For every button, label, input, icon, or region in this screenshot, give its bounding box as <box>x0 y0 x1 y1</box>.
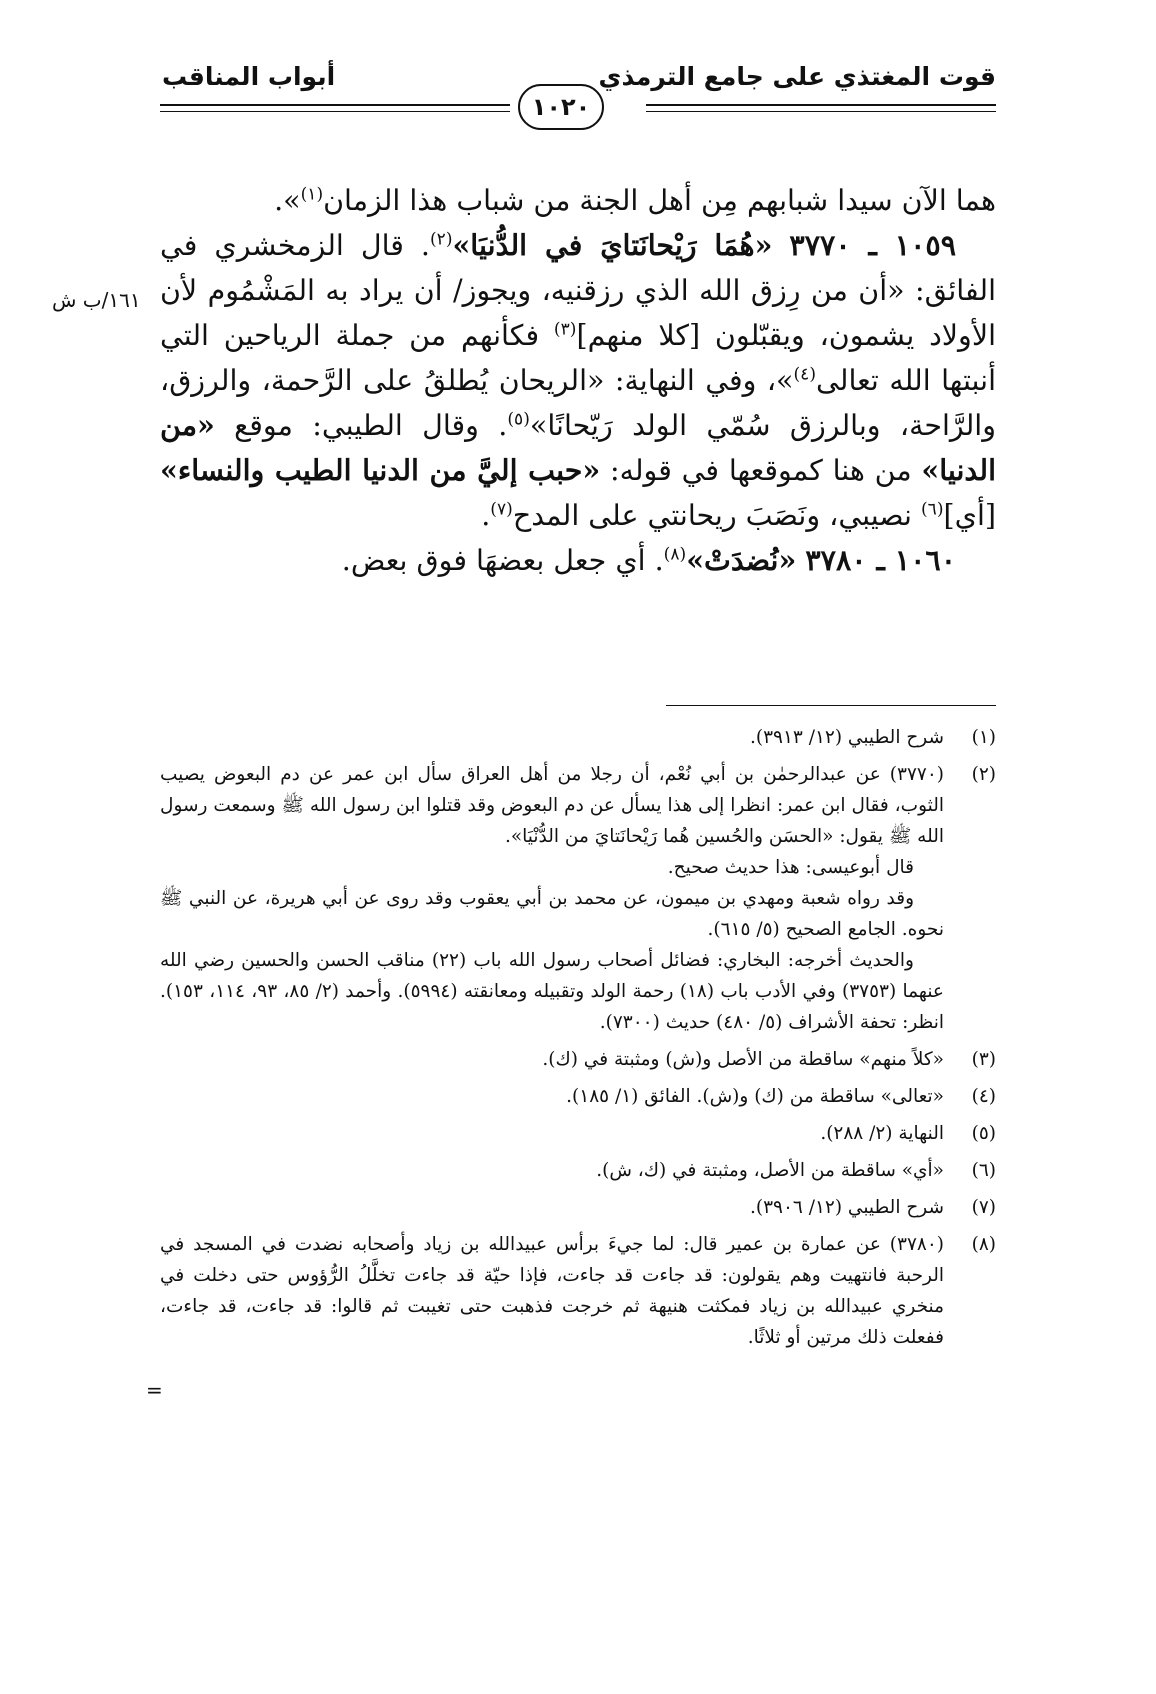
footnote: (٤) «تعالى» ساقطة من (ك) و(ش). الفائق (١/ ١٨٥). <box>566 1086 996 1107</box>
hadith-number: ١٠٦٠ ـ ٣٧٨٠ <box>805 543 956 577</box>
footnote: (٢) (٣٧٧٠) عن عبدالرحمٰن بن أبي نُعْم، أن رجلا من أهل العراق سأل ابن عمر عن دم البعوض يصيب الثوب، فقال ابن عمر: انظرا إلى هذا يسأل عن دم البعوض وقد قتلوا ابن رسول الله ﷺ وسمعت رسول الله ﷺ يقول: «الحسَن والحُسين هُما رَيْحانَتايَ من الدُّنْيَا». قال أبوعيسى: هذا حديث صحيح. وقد رواه شعبة ومهدي بن ميمون، عن محمد بن أبي يعقوب وقد روى عن أبي هريرة، عن النبي ﷺ نحوه. الجامع الصحيح (٥/ ٦١٥). والحديث أخرجه: البخاري: فضائل أصحاب رسول الله باب (٢٢) مناقب الحسن والحسين رضي الله عنهما (٣٧٥٣) وفي الأدب باب (١٨) رحمة الولد وتقبيله ومعانقته (٥٩٩٤). وأحمد (٢/ ٨٥، ٩٣، ١١٤، ١٥٣). انظر: تحفة الأشراف (٥/ ٤٨٠) حديث (٧٣٠٠). <box>160 764 996 1033</box>
footnote-ref: (٤) <box>793 364 817 385</box>
footnote-ref: (٥) <box>507 409 530 430</box>
footnote: (٦) «أي» ساقطة من الأصل، ومثبتة في (ك، ش). <box>596 1160 996 1181</box>
footnotes <box>160 722 996 1353</box>
margin-note: ١٦١/ب ش <box>52 288 141 312</box>
hadith-quote: «نُضدَتْ» <box>686 543 797 577</box>
hadith-number: ١٠٥٩ ـ ٣٧٧٠ <box>789 228 956 262</box>
paragraph-1: هما الآن سيدا شبابهم مِن أهل الجنة من شباب هذا الزمان$^{(١)}$». <box>274 184 996 217</box>
footnote-ref: (٨) <box>663 544 687 565</box>
stray-mark: = <box>146 1378 163 1402</box>
footnote: (٧) شرح الطيبي (١٢/ ٣٩٠٦). <box>749 1197 996 1218</box>
section-title: أبواب المناقب <box>162 62 336 91</box>
footnote-ref: (١) <box>300 184 324 205</box>
footnote: (٥) النهاية (٢/ ٢٨٨). <box>820 1123 996 1144</box>
header-rule-left <box>160 104 510 116</box>
main-text <box>160 178 996 583</box>
footnote-ref: (٢) <box>429 229 453 250</box>
footnote: (٣) «كلاً منهم» ساقطة من الأصل و(ش) ومثبتة في (ك). <box>542 1049 996 1070</box>
footnote: (١) شرح الطيبي (١٢/ ٣٩١٣). <box>749 727 996 748</box>
footnote-ref: (٣) <box>553 319 577 340</box>
page-number: ١٠٢٠ <box>518 84 604 130</box>
paragraph-2: ١٠٥٩ ـ ٣٧٧٠ «هُمَا رَيْحانَتايَ في الدُّنيَا»$^{(٢)}$. قال الزمخشري في الفائق: «أن من رِزق الله الذي رزقنيه، ويجوز/ أن يراد به المَشْمُوم لأن الأولاد يشمون، ويقبّلون [كلا منهم]$^{(٣)}$ فكأنهم من جملة الرياحين التي أنبتها الله تعالى$^{(٤)}$»، وفي النهاية: «الريحان يُطلقُ على الرَّحمة، والرزق، والرَّاحة، وبالرزق سُمّي الولد رَيّحانًا»$^{(٥)}$. وقال الطيبي: موقع «من الدنيا» من هنا كموقعها في قوله: «حبب إليَّ من الدنيا الطيب والنساء» [أي]$^{(٦)}$ نصيبي، ونَصَبَ ريحانتي على المدح$^{(٧)}$. <box>160 228 996 532</box>
book-title: قوت المغتذي على جامع الترمذي <box>598 62 996 91</box>
paragraph-3: ١٠٦٠ ـ ٣٧٨٠ «نُضدَتْ»$^{(٨)}$. أي جعل بعضهَا فوق بعض. <box>341 543 956 577</box>
hadith-quote: «هُمَا رَيْحانَتايَ في الدُّنيَا» <box>452 228 773 262</box>
footnote: (٨) (٣٧٨٠) عن عمارة بن عمير قال: لما جيءَ برأس عبيدالله بن زياد وأصحابه نضدت في المسجد في الرحبة فانتهيت وهم يقولون: قد جاءت قد جاءت، فإذا حيّة قد جاءت تخلَّلُ الرُّؤوس حتى دخلت في منخري عبيدالله بن زياد فمكثت هنيهة ثم خرجت فذهبت حتى تغيبت ثم قالوا: قد جاءت، قد جاءت، ففعلت ذلك مرتين أو ثلاثًا. <box>160 1234 996 1348</box>
footnote-separator <box>666 705 996 706</box>
footnote-ref: (٧) <box>490 499 513 520</box>
header-rule-right <box>646 104 996 116</box>
footnote-ref: (٦) <box>921 499 944 520</box>
